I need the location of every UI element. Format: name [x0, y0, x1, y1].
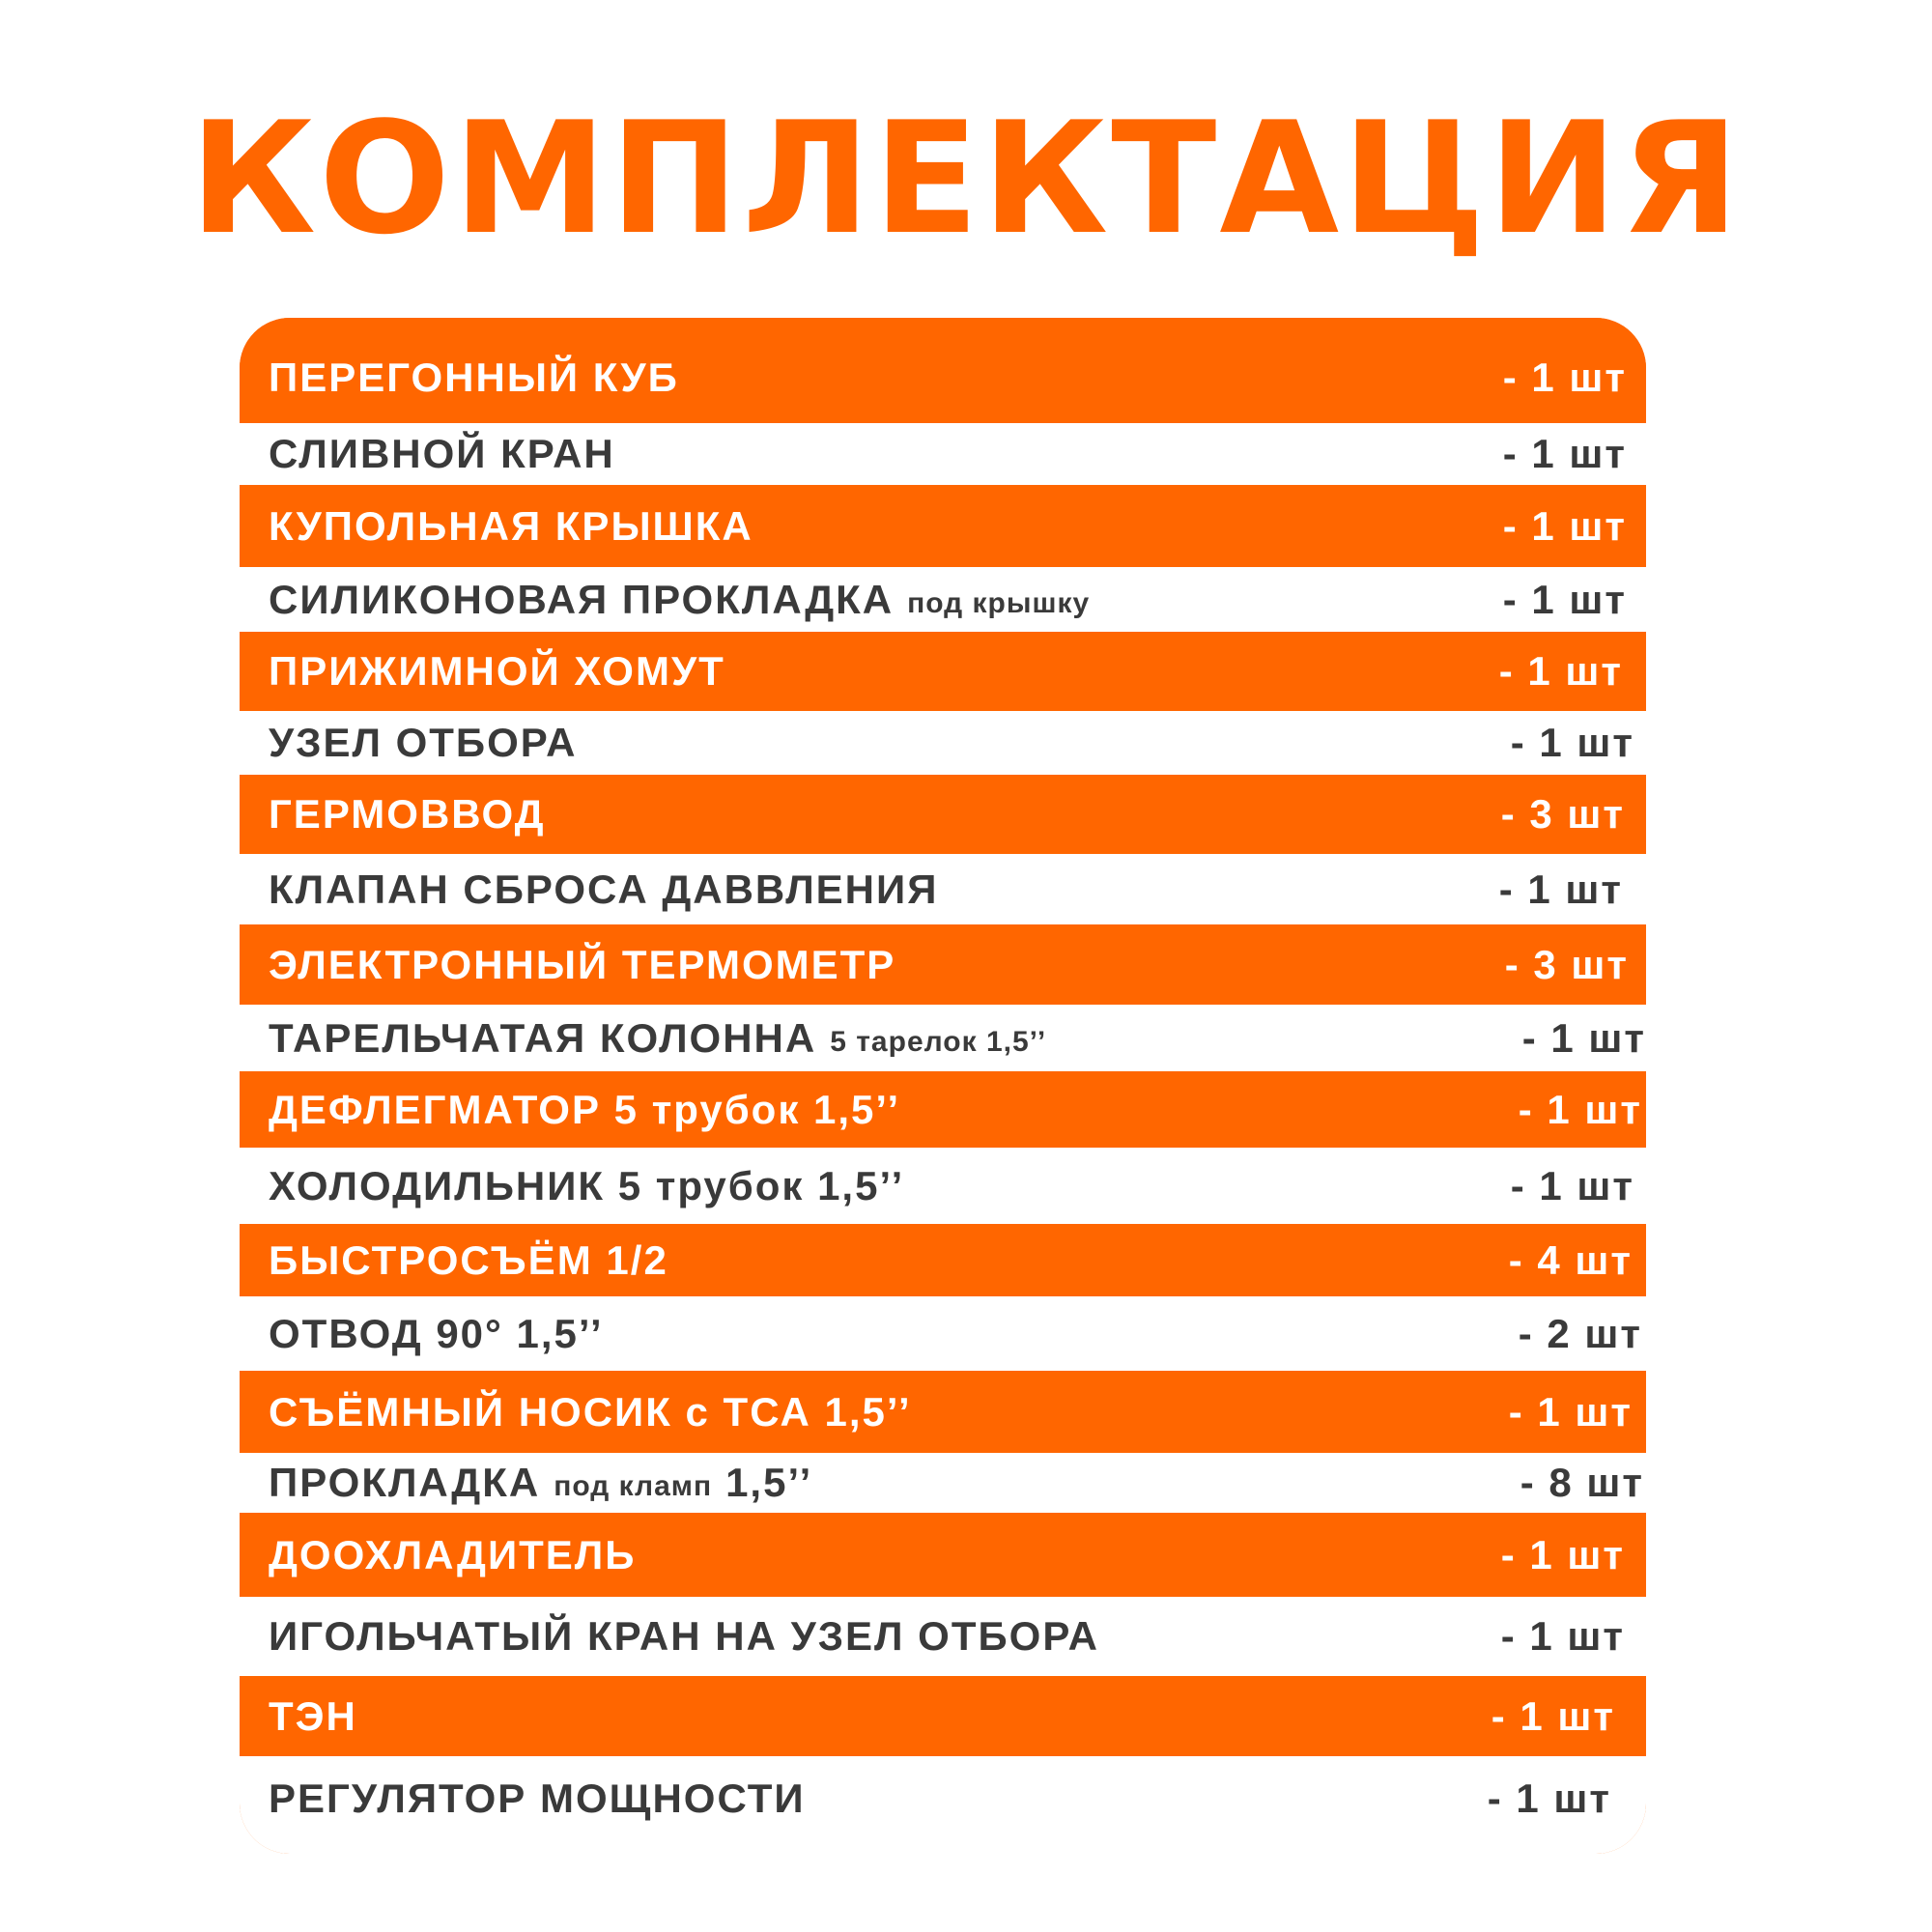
item-name: ДЕФЛЕГМАТОР 5 трубок 1,5’’	[269, 1086, 901, 1132]
list-item	[240, 318, 1646, 421]
item-quantity: - 1 шт	[1508, 1388, 1633, 1435]
item-quantity: - 1 шт	[1502, 576, 1627, 622]
list-item	[240, 1371, 1646, 1453]
item-name: СЛИВНОЙ КРАН	[269, 431, 615, 476]
item-quantity: - 4 шт	[1508, 1236, 1633, 1283]
item-name: КЛАПАН СБРОСА ДАВВЛЕНИЯ	[269, 866, 939, 912]
item-quantity: - 1 шт	[1500, 1531, 1625, 1577]
item-quantity: - 1 шт	[1498, 866, 1623, 912]
item-name: ОТВОД 90° 1,5’’	[269, 1310, 604, 1356]
item-quantity: - 8 шт	[1520, 1460, 1644, 1505]
list-item	[240, 485, 1646, 567]
item-name: ТАРЕЛЬЧАТАЯ КОЛОННА	[269, 1014, 817, 1061]
list-item	[240, 1756, 1646, 1854]
list-item	[240, 854, 1646, 924]
item-note: под кламп	[554, 1470, 713, 1502]
item-name: ГЕРМОВВОД	[269, 791, 546, 837]
list-item	[240, 567, 1646, 632]
list-item	[240, 1224, 1646, 1296]
item-name: ПРИЖИМНОЙ ХОМУТ	[269, 648, 725, 694]
item-quantity: - 1 шт	[1502, 355, 1627, 400]
item-quantity: - 1 шт	[1500, 1613, 1625, 1659]
list-item	[240, 924, 1646, 1005]
list-item	[240, 711, 1646, 775]
item-quantity: - 1 шт	[1502, 502, 1627, 549]
item-name: ТЭН	[269, 1692, 357, 1739]
item-quantity: - 1 шт	[1487, 1775, 1611, 1821]
item-name: ХОЛОДИЛЬНИК 5 трубок 1,5’’	[269, 1162, 905, 1208]
list-item	[240, 1597, 1646, 1676]
item-name: РЕГУЛЯТОР МОЩНОСТИ	[269, 1775, 806, 1821]
item-name: ЭЛЕКТРОННЫЙ ТЕРМОМЕТР	[269, 941, 896, 987]
item-quantity: - 3 шт	[1500, 791, 1625, 837]
item-name: ИГОЛЬЧАТЫЙ КРАН НА УЗЕЛ ОТБОРА	[269, 1613, 1099, 1659]
item-quantity: - 1 шт	[1510, 1162, 1634, 1208]
page-title: КОМПЛЕКТАЦИЯ	[189, 88, 1743, 269]
list-item	[240, 1296, 1646, 1371]
item-quantity: - 1 шт	[1518, 1086, 1642, 1132]
item-name: ПРОКЛАДКА	[269, 1460, 541, 1505]
item-name: СЪЁМНЫЙ НОСИК с ТСА 1,5’’	[269, 1388, 912, 1435]
item-name: БЫСТРОСЪЁМ 1/2	[269, 1236, 668, 1283]
item-quantity: - 3 шт	[1504, 941, 1629, 987]
item-quantity: - 1 шт	[1491, 1692, 1615, 1739]
item-quantity: - 1 шт	[1498, 648, 1623, 694]
list-item	[240, 775, 1646, 854]
list-item	[240, 632, 1646, 711]
item-note: под крышку	[907, 586, 1091, 619]
item-note: 5 тарелок 1,5’’	[830, 1025, 1047, 1058]
item-name: ПЕРЕГОННЫЙ КУБ	[269, 355, 679, 400]
item-name: СИЛИКОНОВАЯ ПРОКЛАДКА	[269, 576, 895, 622]
item-quantity: - 2 шт	[1518, 1310, 1642, 1356]
list-item	[240, 1513, 1646, 1597]
item-quantity: - 1 шт	[1502, 431, 1627, 476]
item-name: КУПОЛЬНАЯ КРЫШКА	[269, 502, 753, 549]
item-quantity: - 1 шт	[1521, 1014, 1646, 1061]
list-item	[240, 1005, 1646, 1071]
item-quantity: - 1 шт	[1510, 720, 1634, 765]
list-item	[240, 1676, 1646, 1756]
list-item	[240, 1453, 1646, 1513]
item-name: ДООХЛАДИТЕЛЬ	[269, 1531, 637, 1577]
list-item	[240, 1071, 1646, 1148]
equipment-list-panel	[240, 318, 1646, 1854]
item-size: 1,5’’	[725, 1460, 813, 1505]
item-name: УЗЕЛ ОТБОРА	[269, 720, 578, 765]
list-item	[240, 423, 1646, 485]
list-item	[240, 1148, 1646, 1224]
